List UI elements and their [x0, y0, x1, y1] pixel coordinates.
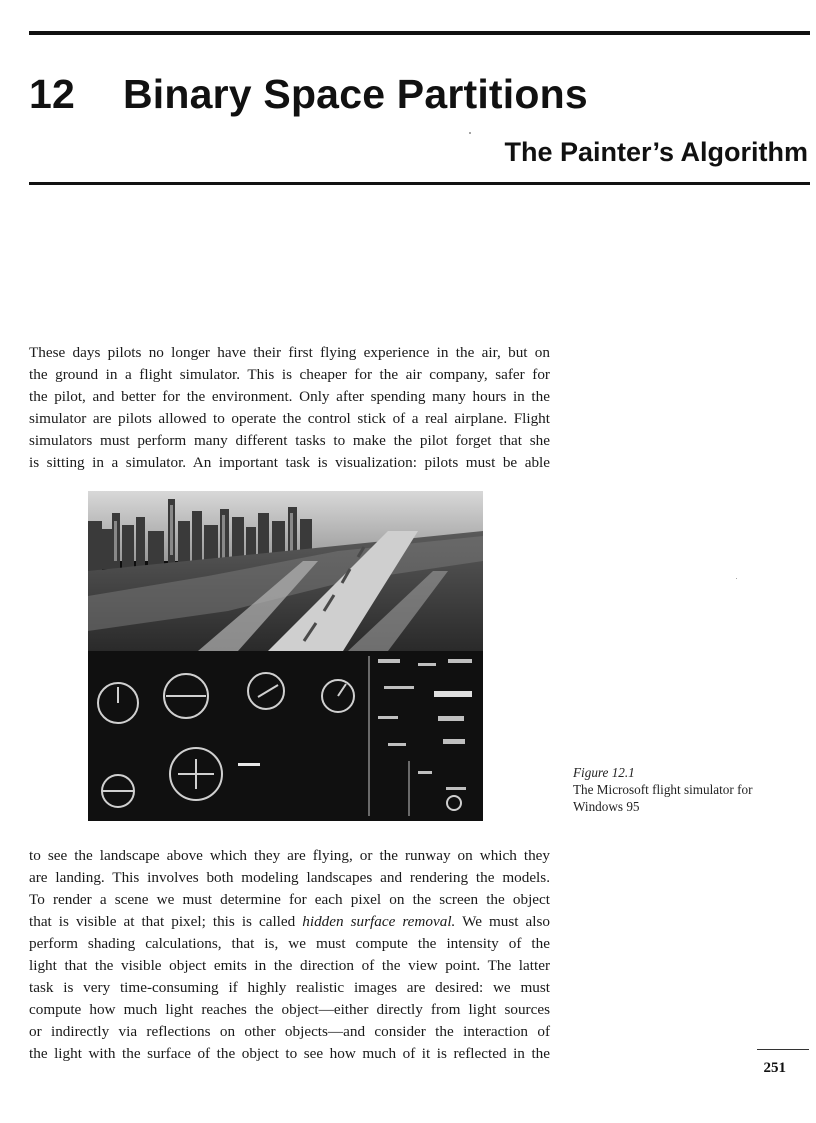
section-title: The Painter’s Algorithm [504, 137, 808, 167]
text-line: To render a scene we must determine for each pixel on the screen the object [29, 891, 550, 908]
scan-speck [469, 132, 471, 134]
text-line: simulators must perform many different tasks to make the pilot forget that she [29, 432, 550, 449]
text-line: or indirectly via reflections on other objects—and consider the interaction of [29, 1023, 550, 1040]
text-line [29, 911, 550, 933]
header-top-rule [29, 31, 810, 35]
page-number: 251 [763, 1060, 786, 1076]
figure-caption [573, 764, 803, 815]
text-run: We must also [455, 913, 550, 930]
chapter-number: 12 [29, 71, 76, 117]
text-line: perform shading calculations, that is, we must compute the intensity of the [29, 935, 550, 952]
chapter-title-text: Binary Space Partitions [123, 71, 588, 117]
text-line: the ground in a flight simulator. This is cheaper for the air company, safer for [29, 366, 550, 383]
paragraph-2 [29, 845, 550, 1065]
flight-simulator-screenshot [88, 491, 483, 821]
header-bottom-rule [29, 182, 810, 185]
text-line: is sitting in a simulator. An important task is visualization: pilots must be able [29, 454, 550, 471]
text-line: the pilot, and better for the environment. Only after spending many hours in the [29, 388, 550, 405]
text-line: compute how much light reaches the object—either directly from light sources [29, 1001, 550, 1018]
text-line: are landing. This involves both modeling landscapes and rendering the models. [29, 869, 550, 886]
chapter-title [29, 66, 588, 122]
flight-simulator-figure [88, 491, 483, 821]
text-line: task is very time-consuming if highly realistic images are desired: we must [29, 979, 550, 996]
instrument-panel [88, 651, 483, 821]
figure-label: Figure 12.1 [573, 765, 635, 780]
text-run: that is visible at that pixel; this is called [29, 913, 303, 930]
text-line: light that the visible object emits in the direction of the view point. The latter [29, 957, 550, 974]
scan-speck [736, 578, 737, 579]
text-line: simulator are pilots allowed to operate the control stick of a real airplane. Flight [29, 410, 550, 427]
figure-caption-text: The Microsoft flight simulator for Windows 95 [573, 782, 753, 814]
text-line: to see the landscape above which they are flying, or the runway on which they [29, 847, 550, 864]
text-line: These days pilots no longer have their first flying experience in the air, but on [29, 344, 550, 361]
text-line: the light with the surface of the object to see how much of it is reflected in the [29, 1045, 550, 1062]
paragraph-1 [29, 342, 550, 474]
term-hidden-surface-removal: hidden surface removal. [302, 913, 456, 930]
page-number-rule [757, 1049, 809, 1050]
